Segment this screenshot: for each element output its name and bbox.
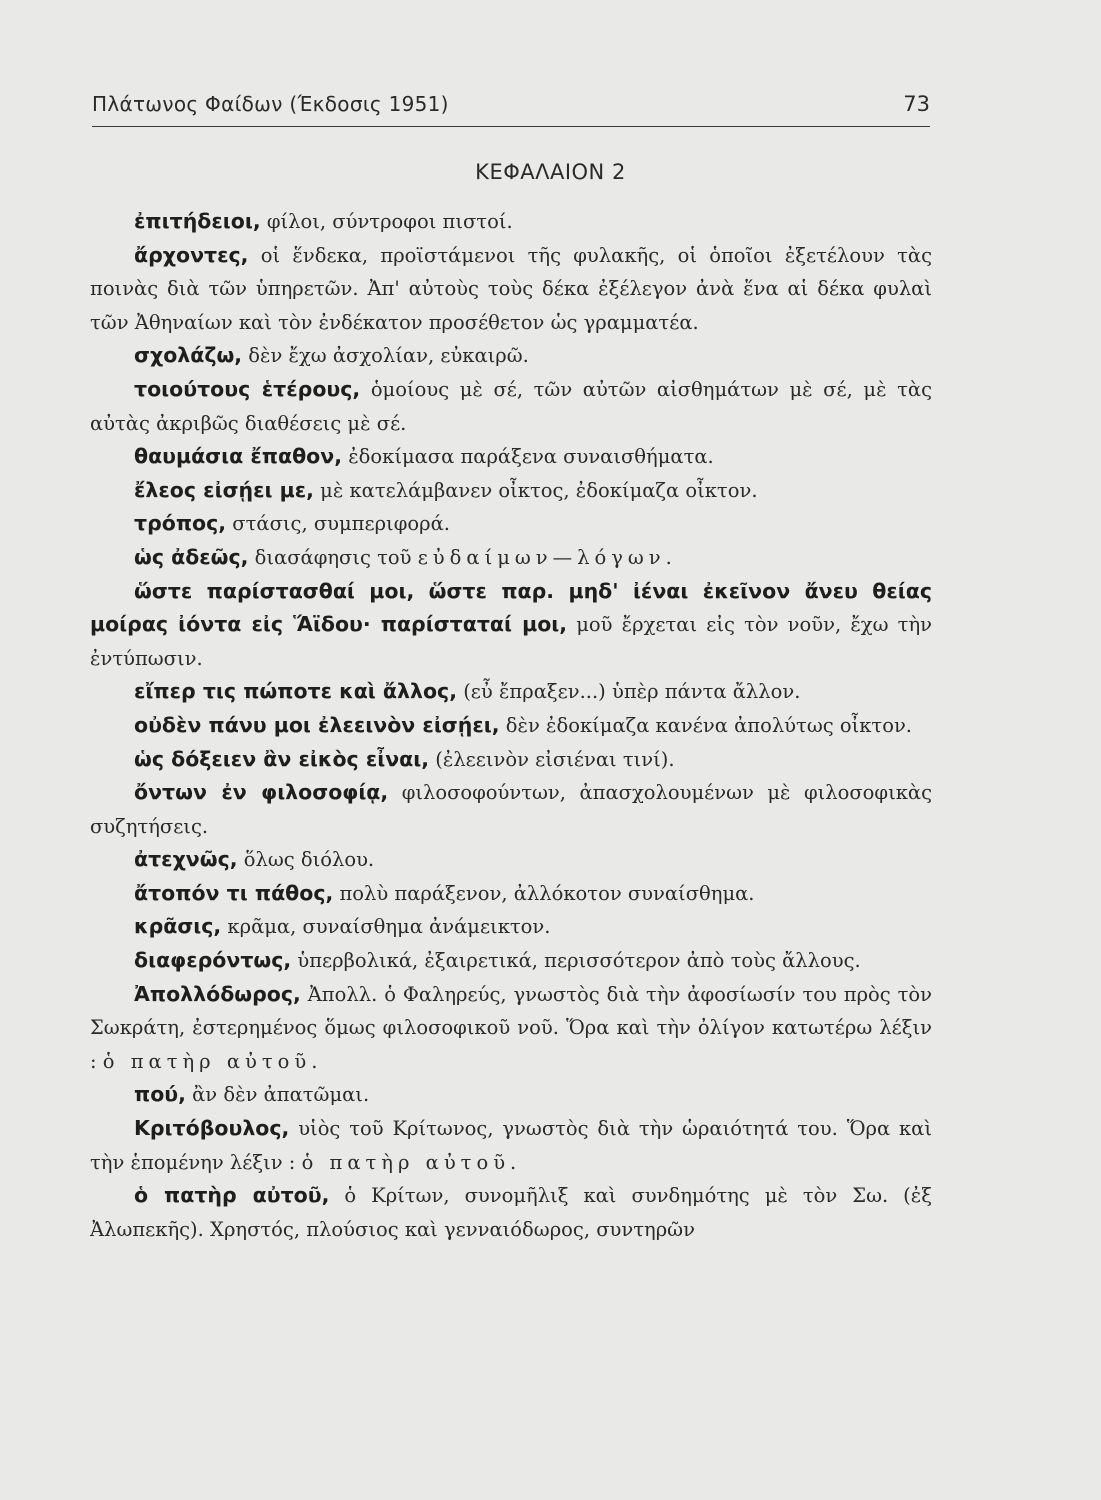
entry-gloss: (εὖ ἔπραξεν...) ὑπὲρ πάντα ἄλλον. [463, 680, 801, 704]
glossary-entry [90, 910, 932, 944]
entry-term: ἔλεος εἰσῄει με, [134, 477, 314, 502]
entry-gloss: Ἀπολλ. ὁ Φαληρεύς, γνωστὸς διὰ τὴν ἀφοσίωσίν του πρὸς τὸν Σωκράτη, ἐστερημένος ὅμως φιλοσοφικοῦ νοῦ. Ὅρα καὶ τὴν ὀλίγον κατωτέρω λέξιν : [90, 982, 932, 1073]
glossary-entry [90, 575, 932, 676]
entry-gloss: δὲν ἐδοκίμαζα κανένα ἀπολύτως οἶκτον. [505, 713, 912, 737]
entry-term: Κριτόβουλος, [134, 1116, 290, 1141]
entry-gloss: πολὺ παράξενον, ἀλλόκοτον συναίσθημα. [339, 881, 755, 905]
entry-gloss: υἱὸς τοῦ Κρίτωνος, γνωστὸς διὰ τὴν ὡραιότητά του. Ὅρα καὶ τὴν ἑπομένην λέξιν : [90, 1117, 932, 1174]
entry-term: ὡς ἀδεῶς, [134, 544, 249, 569]
entry-term: πού, [134, 1082, 186, 1107]
entry-term: ὥστε παρίστασθαί μοι, ὥστε παρ. μηδ' ἰέναι ἐκεῖνον ἄνευ θείας μοίρας ἰόντα εἰς Ἅϊδου· παρίσταταί μοι, [90, 578, 932, 637]
chapter-title: ΚΕΦΑΛΑΙΟΝ 2 [475, 160, 626, 184]
entry-spaced-reference: εὐδαίμων—λόγων. [417, 545, 677, 569]
glossary-text [90, 205, 932, 1246]
entry-term: ἐπιτήδειοι, [134, 209, 261, 233]
running-title: Πλάτωνος Φαίδων (Έκδοσις 1951) [92, 92, 449, 116]
entry-term: θαυμάσια ἔπαθον, [134, 444, 342, 469]
entry-spaced-reference: ὁ πατὴρ αὐτοῦ. [102, 1049, 323, 1073]
entry-term: Ἀπολλόδωρος, [134, 981, 301, 1006]
entry-gloss: φίλοι, σύντροφοι πιστοί. [266, 210, 513, 233]
entry-term: τρόπος, [134, 511, 227, 536]
entry-term: σχολάζω, [134, 343, 243, 368]
glossary-entry [90, 1078, 932, 1112]
glossary-entry [90, 373, 932, 440]
glossary-entry [90, 440, 932, 474]
glossary-entry [90, 541, 932, 575]
entry-term: ὁ πατὴρ αὐτοῦ, [134, 1183, 330, 1208]
glossary-entry [90, 339, 932, 373]
glossary-entry [90, 675, 932, 709]
entry-gloss: φιλοσοφούντων, ἀπασχολουμένων μὲ φιλοσοφικὰς συζητήσεις. [90, 781, 932, 838]
entry-gloss: ὁμοίους μὲ σέ, τῶν αὐτῶν αἰσθημάτων μὲ σέ, μὲ τὰς αὐτὰς ἀκριβῶς διαθέσεις μὲ σέ. [90, 377, 932, 435]
entry-gloss: κρᾶμα, συναίσθημα ἀνάμεικτον. [227, 915, 551, 939]
glossary-entry [90, 709, 932, 743]
entry-gloss: μὲ κατελάμβανεν οἶκτος, ἐδοκίμαζα οἶκτον. [320, 478, 758, 502]
glossary-entry [90, 507, 932, 541]
entry-gloss: ὁ Κρίτων, συνομῆλιξ καὶ συνδημότης μὲ τὸν Σω. (ἐξ Ἀλωπεκῆς). Χρηστός, πλούσιος καὶ γενναιόδωρος, συντηρῶν [90, 1184, 932, 1241]
glossary-entry [90, 474, 932, 508]
entry-gloss: οἱ ἕνδεκα, προϊστάμενοι τῆς φυλακῆς, οἱ ὁποῖοι ἐξετέλουν τὰς ποινὰς διὰ τῶν ὑπηρετῶν. Ἀπ' αὐτοὺς τοὺς δέκα ἐξέλεγον ἀνὰ ἕνα αἱ δέκα φυλαὶ τῶν Ἀθηναίων καὶ τὸν ἐνδέκατον προσέθετον ὡς γραμματέα. [90, 243, 932, 334]
entry-term: οὐδὲν πάνυ μοι ἐλεεινὸν εἰσῄει, [134, 712, 500, 737]
glossary-entry [90, 239, 932, 340]
entry-term: ἄτοπόν τι πάθος, [134, 880, 334, 905]
glossary-entry [90, 1179, 932, 1246]
glossary-entry [90, 743, 932, 777]
entry-gloss: διασάφησις τοῦ [254, 545, 412, 569]
glossary-entry [90, 776, 932, 843]
glossary-entry [90, 978, 932, 1079]
entry-term: ἄρχοντες, [134, 242, 249, 267]
entry-gloss: μοῦ ἔρχεται εἰς τὸν νοῦν, ἔχω τὴν ἐντύπωσιν. [90, 613, 932, 670]
entry-gloss: (ἐλεεινὸν εἰσιέναι τινί). [435, 747, 675, 771]
glossary-entry [90, 205, 932, 239]
entry-term: κρᾶσις, [134, 914, 222, 939]
page-number: 73 [903, 92, 930, 116]
glossary-entry [90, 944, 932, 978]
glossary-entry [90, 1112, 932, 1179]
glossary-entry [90, 877, 932, 911]
entry-gloss: ἂν δὲν ἀπατῶμαι. [192, 1083, 370, 1107]
entry-term: εἴπερ τις πώποτε καὶ ἄλλος, [134, 679, 457, 704]
entry-gloss: στάσις, συμπεριφορά. [232, 512, 450, 536]
entry-term: ἀτεχνῶς, [134, 847, 238, 872]
entry-term: ὄντων ἐν φιλοσοφίᾳ, [134, 780, 389, 805]
entry-gloss: ὅλως διόλου. [243, 848, 375, 872]
entry-gloss: δὲν ἔχω ἀσχολίαν, εὐκαιρῶ. [248, 344, 529, 368]
entry-term: ὡς δόξειεν ἂν εἰκὸς εἶναι, [134, 746, 430, 771]
entry-gloss: ἐδοκίμασα παράξενα συναισθήματα. [348, 445, 714, 469]
running-header [92, 86, 930, 127]
entry-gloss: ὑπερβολικά, ἐξαιρετικά, περισσότερον ἀπὸ τοὺς ἄλλους. [297, 949, 861, 973]
entry-spaced-reference: ὁ πατὴρ αὐτοῦ. [301, 1150, 522, 1174]
entry-term: διαφερόντως, [134, 948, 292, 973]
entry-term: τοιούτους ἑτέρους, [134, 376, 361, 401]
glossary-entry [90, 843, 932, 877]
